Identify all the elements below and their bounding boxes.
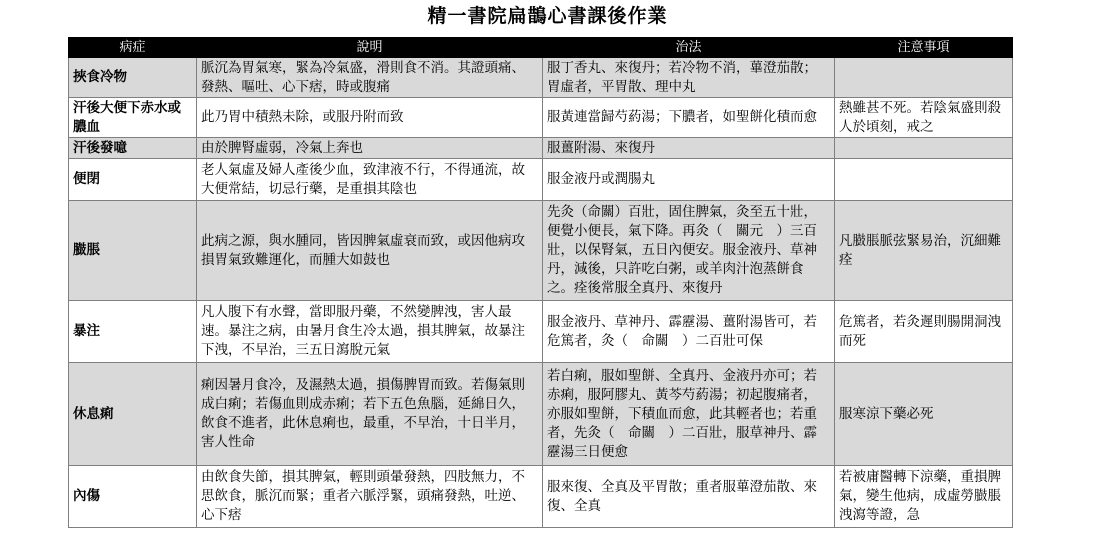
treatment-cell: 服黃連當歸芍葯湯；下膿者，如聖餅化積而愈 bbox=[543, 98, 835, 138]
notes-cell bbox=[835, 138, 1013, 159]
symptom-cell: 挾食冷物 bbox=[69, 58, 197, 98]
symptom-cell: 暴注 bbox=[69, 301, 197, 363]
header-notes: 注意事項 bbox=[835, 38, 1013, 58]
table-row bbox=[69, 301, 1013, 363]
notes-cell: 若被庸醫轉下涼藥，重損脾氣，變生他病，成虛勞臌脹洩瀉等證，急 bbox=[835, 466, 1013, 528]
header-symptom: 病症 bbox=[69, 38, 197, 58]
explanation-cell: 脈沉為胃氣寒，緊為冷氣盛，滑則食不消。其證頭痛、發熱、嘔吐、心下痞，時或腹痛 bbox=[197, 58, 543, 98]
table-row bbox=[69, 58, 1013, 98]
treatment-cell: 服丁香丸、來復丹；若冷物不消，蓽澄茄散；胃虛者，平胃散、理中丸 bbox=[543, 58, 835, 98]
notes-cell bbox=[835, 159, 1013, 201]
symptom-cell: 汗後大便下赤水或膿血 bbox=[69, 98, 197, 138]
explanation-cell: 老人氣虛及婦人產後少血，致津液不行，不得通流，故大便常結，切忌行藥，是重損其陰也 bbox=[197, 159, 543, 201]
page-title: 精一書院扁鵲心書課後作業 bbox=[427, 5, 668, 27]
symptom-cell: 便閉 bbox=[69, 159, 197, 201]
header-treatment: 治法 bbox=[543, 38, 835, 58]
explanation-cell: 由於脾腎虛弱，冷氣上奔也 bbox=[197, 138, 543, 159]
notes-cell: 熱雖甚不死。若陰氣盛則殺人於頃刻，戒之 bbox=[835, 98, 1013, 138]
explanation-cell: 由飲食失節，損其脾氣，輕則頭暈發熱，四肢無力，不思飲食，脈沉而緊；重者六脈浮緊，頭痛發熱，吐逆、心下痞 bbox=[197, 466, 543, 528]
notes-cell: 服寒涼下藥必死 bbox=[835, 363, 1013, 466]
treatment-cell: 服金液丹或潤腸丸 bbox=[543, 159, 835, 201]
symptom-cell: 汗後發噫 bbox=[69, 138, 197, 159]
table-row bbox=[69, 138, 1013, 159]
table-row bbox=[69, 363, 1013, 466]
explanation-cell: 痢因暑月食冷，及濕熱太過，損傷脾胃而致。若傷氣則成白痢；若傷血則成赤痢；若下五色魚腦，延綿日久，飲食不進者，此休息痢也，最重，不早治，十日半月，害人性命 bbox=[197, 363, 543, 466]
explanation-cell: 凡人腹下有水聲，當即服丹藥，不然變脾洩，害人最速。暴注之病，由暑月食生冷太過，損其脾氣，故暴注下洩，不早治，三五日瀉脫元氣 bbox=[197, 301, 543, 363]
table-row bbox=[69, 466, 1013, 528]
treatment-cell: 先灸（命關）百壯，固住脾氣，灸至五十壯，便覺小便長，氣下降。再灸（ 關元 ）三百壯，以保腎氣，五日內便安。服金液丹、草神丹，減後，只許吃白粥，或羊肉汁泡蒸餅食之。痊後常服全真丹、來復丹 bbox=[543, 201, 835, 301]
treatment-cell: 服薑附湯、來復丹 bbox=[543, 138, 835, 159]
notes-cell bbox=[835, 58, 1013, 98]
symptom-cell: 臌脹 bbox=[69, 201, 197, 301]
treatment-cell: 服來復、全真及平胃散；重者服蓽澄茄散、來復、全真 bbox=[543, 466, 835, 528]
header-row bbox=[69, 38, 1013, 58]
table-row bbox=[69, 201, 1013, 301]
explanation-cell: 此乃胃中積熱未除，或服丹附而致 bbox=[197, 98, 543, 138]
notes-table bbox=[68, 37, 1013, 528]
explanation-cell: 此病之源，與水腫同，皆因脾氣虛衰而致，或因他病攻損胃氣致難運化，而腫大如鼓也 bbox=[197, 201, 543, 301]
notes-cell: 凡臌脹脈弦緊易治，沉細難痊 bbox=[835, 201, 1013, 301]
table-row bbox=[69, 98, 1013, 138]
treatment-cell: 服金液丹、草神丹、霹靂湯、薑附湯皆可，若危篤者，灸（ 命關 ）二百壯可保 bbox=[543, 301, 835, 363]
table-row bbox=[69, 159, 1013, 201]
header-explanation: 說明 bbox=[197, 38, 543, 58]
symptom-cell: 休息痢 bbox=[69, 363, 197, 466]
notes-cell: 危篤者，若灸遲則腸開洞洩而死 bbox=[835, 301, 1013, 363]
symptom-cell: 內傷 bbox=[69, 466, 197, 528]
treatment-cell: 若白痢，服如聖餅、全真丹、金液丹亦可；若赤痢，服阿膠丸、黃芩芍葯湯；初起腹痛者，亦服如聖餅，下積血而愈，此其輕者也；若重者，先灸（ 命關 ）二百壯，服草神丹、霹靂湯三日便愈 bbox=[543, 363, 835, 466]
